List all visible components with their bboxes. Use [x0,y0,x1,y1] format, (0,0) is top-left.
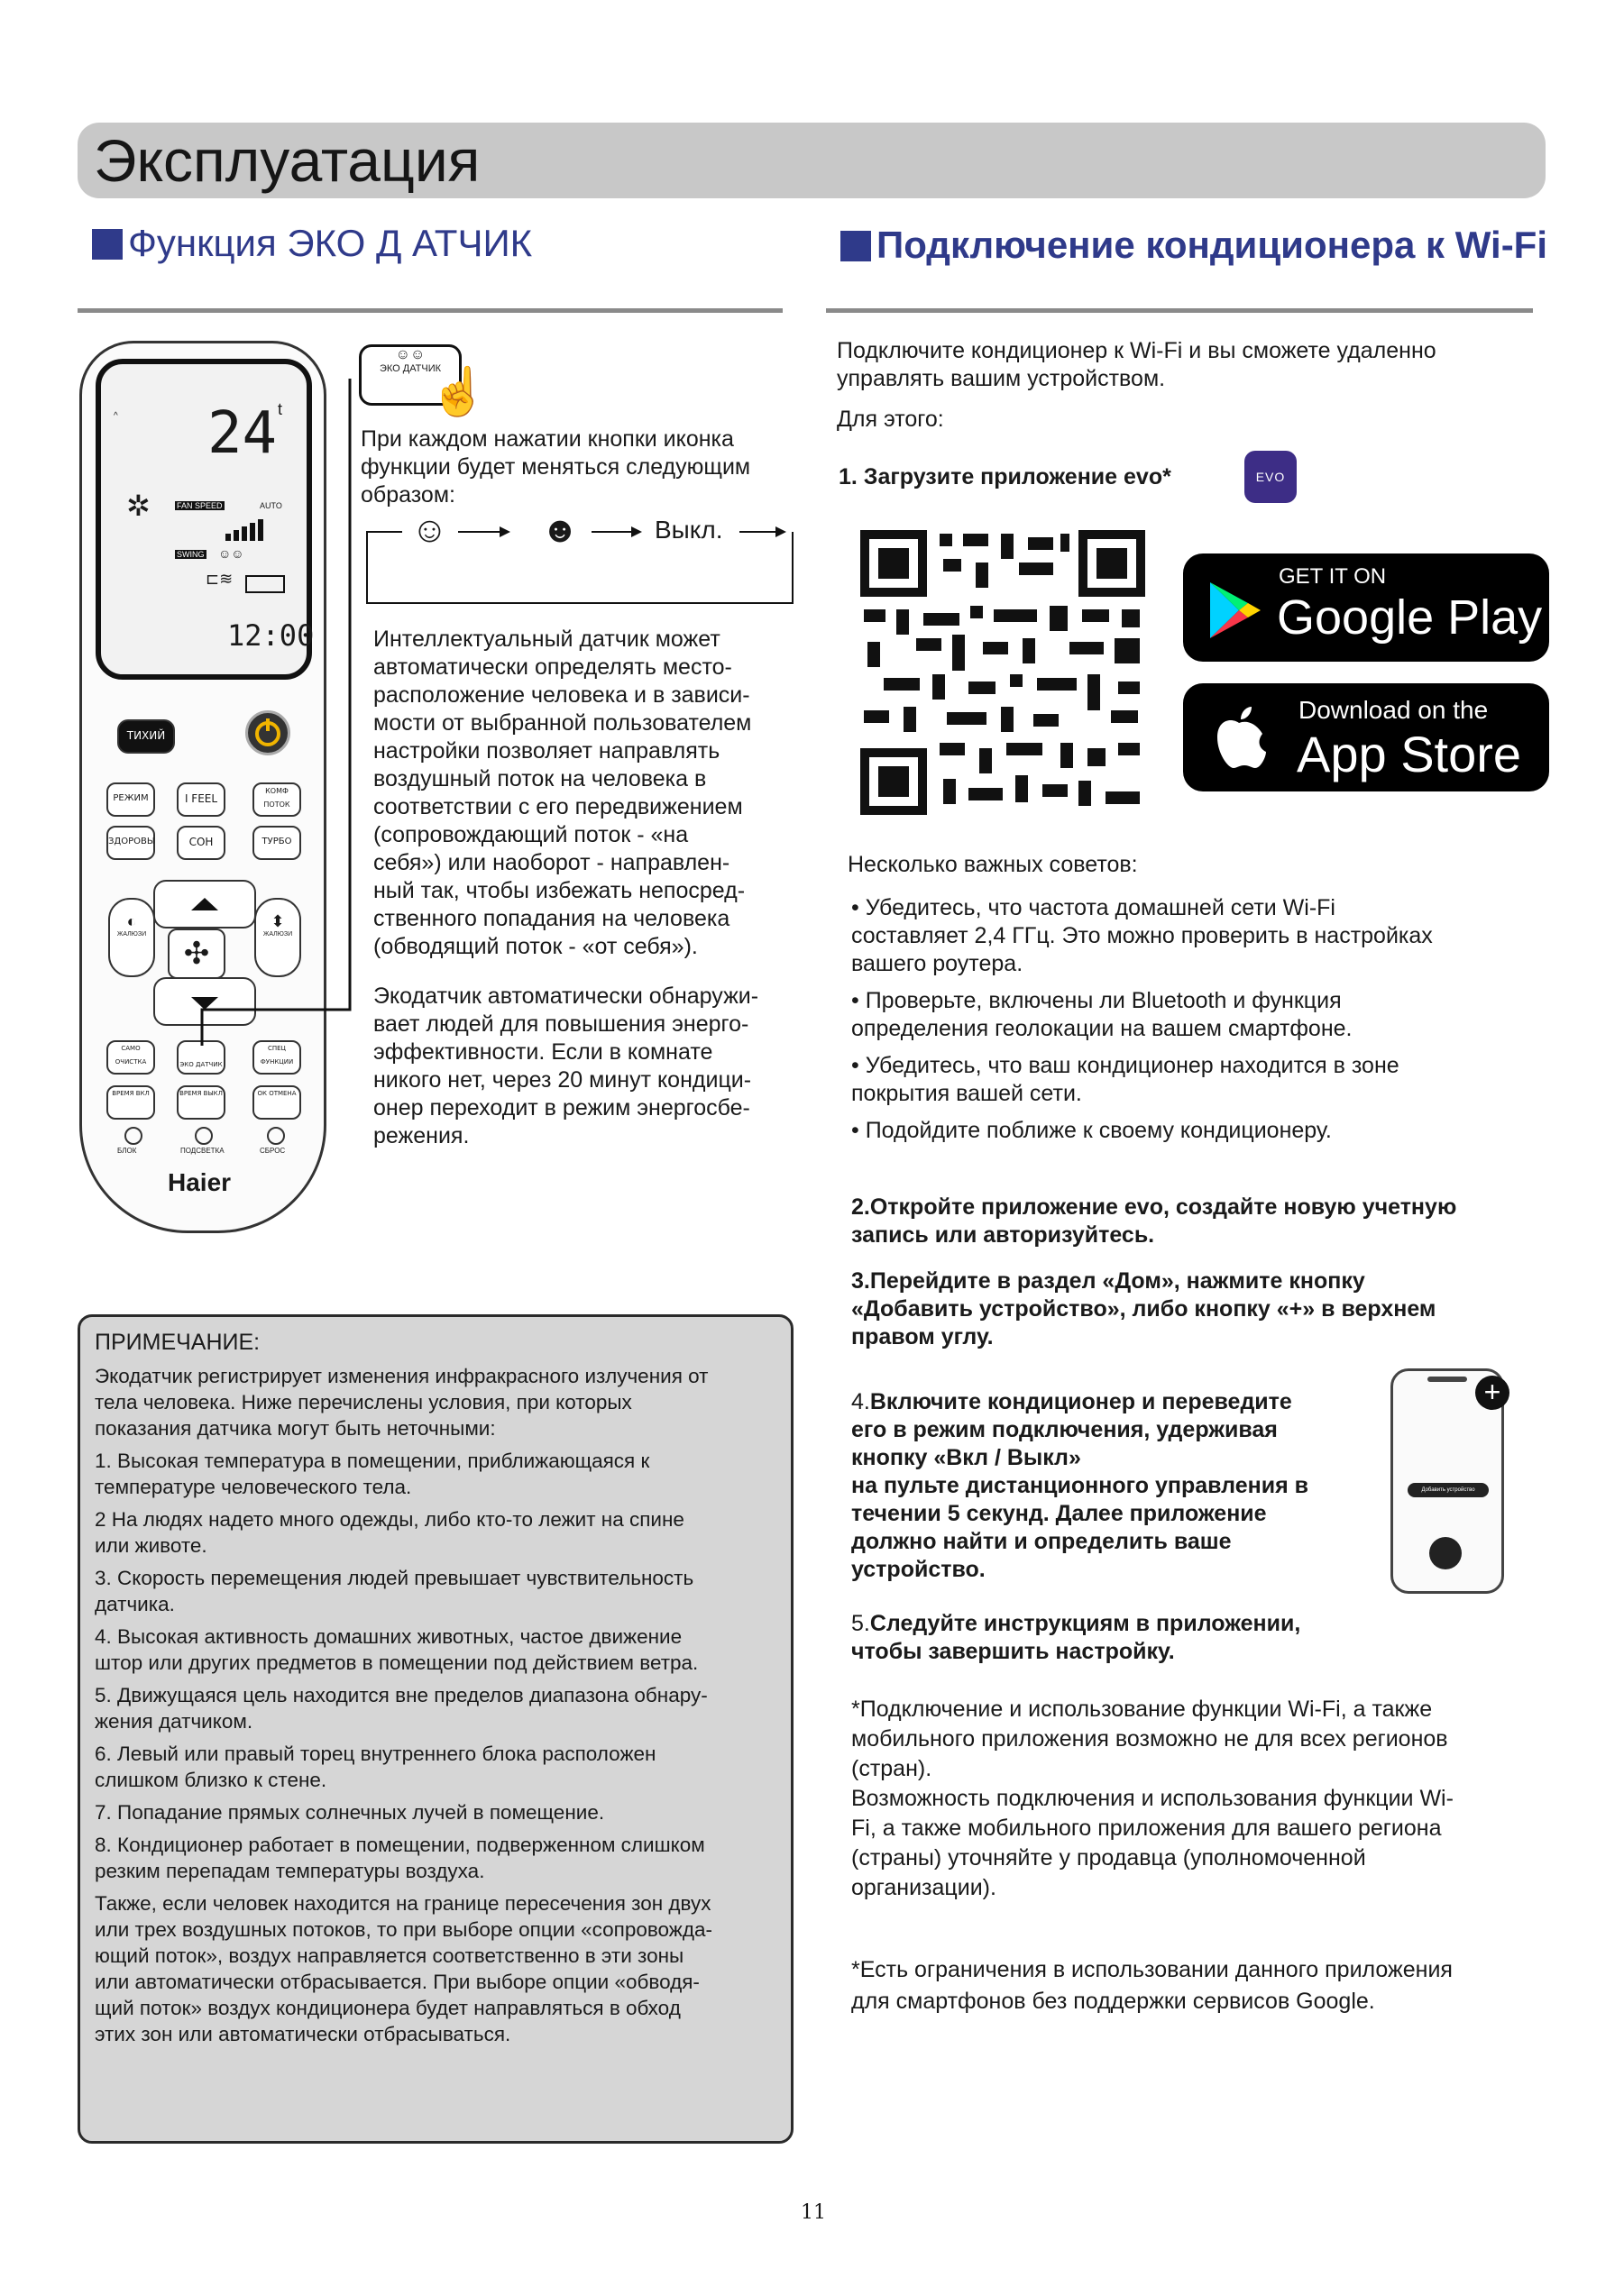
lcd-auto: AUTO [260,501,282,510]
app-store-big: App Store [1297,726,1522,782]
note-title: ПРИМЕЧАНИЕ: [95,1330,261,1355]
eco-person-icon: ☺☺ [218,546,244,561]
wifi-heading: Подключение кондиционера к Wi-Fi [840,224,1547,267]
plus-icon: + [1475,1376,1509,1410]
page-number: 11 [801,2201,826,2224]
ifeel-button[interactable]: I FEEL [177,782,225,817]
finger-press-icon: ☝ [429,366,488,418]
tip-item: • Убедитесь, что ваш кондиционер находится в зоне покрытия вашей сети. [851,1053,1399,1106]
footnote-google: *Есть ограничения в использовании данного приложения для смартфонов без поддержки сервисов Google. [851,1957,1453,2014]
phone-add-device: Добавить устройство [1408,1483,1489,1497]
heading-square-icon [92,229,123,260]
lcd-swing: SWING [177,550,205,559]
google-play-icon [1208,581,1262,640]
callout-line [198,361,361,1055]
avoid-flow-icon: ☻ [541,510,580,550]
page-title-bar [78,123,1546,198]
step3-text: 3.Перейдите в раздел «Дом», нажмите кнопку «Добавить устройство», либо кнопку «+» в верхнем правом углу. [851,1268,1436,1349]
for-this-label: Для этого: [837,407,944,432]
eco-detection-text: Экодатчик автоматически обнаружи- вает людей для повышения энерго- эффективности. Если в комнате никого нет, через 20 минут кондици- онер переходит в режим энергосбе- режения. [373,983,759,1148]
comfort-flow-button[interactable]: КОМФ ПОТОК [252,782,301,817]
step4-text: 4.Включите кондиционер и переведите его в режим подключения, удерживая кнопку «Вкл / Выкл» на пульте дистанционного управления в течении 5 секунд. Далее приложение должно найти и определить ваше устройство. [851,1389,1308,1582]
light-label: ПОДСВЕТКА [180,1147,225,1155]
page-title: Эксплуатация [94,127,481,194]
snowflake-icon: ✲ [126,489,151,522]
time-off-button[interactable]: ВРЕМЯ ВЫКЛ [177,1085,225,1120]
quiet-button[interactable]: ТИХИЙ [117,719,175,754]
ok-cancel-button[interactable]: ОК ОТМЕНА [252,1085,301,1120]
eco-sensor-heading: Функция ЭКО Д АТЧИК [92,222,532,265]
lcd-temperature: 24 [207,400,278,467]
light-pinhole[interactable] [195,1127,213,1145]
reset-pinhole[interactable] [267,1127,285,1145]
phone-power-icon [1429,1537,1462,1569]
note-paragraph: Также, если человек находится на границе пересечения зон двух или трех воздушных потоков, то при выборе опции «сопровожда- ющий поток», воздух направляется соответственно в эти зоны или автоматически отбрасывается. При выборе опции «обводя- щий поток» воздух кондиционера будет направляться в обход этих зон или автоматически отбрасываться. [95,1892,712,2045]
tip-item: • Убедитесь, что частота домашней сети Wi-Fi составляет 2,4 ГГц. Это можно проверить в настройках вашего роутера. [851,895,1433,976]
block-pinhole[interactable] [124,1127,142,1145]
google-play-big: Google Play [1277,590,1543,645]
lcd-caret: ^ [114,411,118,421]
louver-left-button[interactable]: ◐ ЖАЛЮЗИ [108,898,155,977]
note-paragraph: 8. Кондиционер работает в помещении, подверженном слишком резким перепадам температуры воздуха. [95,1834,705,1882]
self-clean-button[interactable]: САМО ОЧИСТКА [106,1040,155,1075]
evo-app-logo[interactable]: EVO [1244,451,1297,503]
left-divider [78,308,783,313]
right-divider [826,308,1533,313]
mode-button[interactable]: РЕЖИМ [106,782,155,817]
note-paragraph: 4. Высокая активность домашних животных, частое движение штор или других предметов в помещении под действием ветра. [95,1625,699,1674]
apple-icon [1212,705,1266,770]
fan-icon: ✣ [183,937,210,971]
follow-flow-icon: ☺ [411,510,448,550]
tip-item: • Подойдите поближе к своему кондиционеру. [851,1118,1332,1143]
app-store-badge[interactable] [1183,683,1549,791]
note-paragraph: 7. Попадание прямых солнечных лучей в помещение. [95,1801,605,1824]
up-down-icon: ⬍ [271,912,285,930]
step5-text: 5.Следуйте инструкциям в приложении, чтобы завершить настройку. [851,1611,1301,1664]
block-label: БЛОК [117,1147,137,1155]
note-paragraph: 1. Высокая температура в помещении, приближающаяся к температуре человеческого тела. [95,1450,650,1498]
intelligent-sensor-text: Интеллектуальный датчик может автоматически определять место- расположение человека и в зависи- мости от выбранной пользователем настройки позволяет направлять воздушный поток на человека в соответствии с его передвижением (сопровождающий поток - «на себя») или наоборот - направлен- ный так, чтобы избежать непосред- ственного попадания на человека (обводящий поток - «от себя»). [373,627,752,959]
footnote-wifi: *Подключение и использование функции Wi-Fi, а также мобильного приложения возможно не для всех регионов (стран). Возможность подключения и использования функции Wi- Fi, а также мобильного приложения для вашего региона (страны) уточняйте у продавца (уполномоченной организации). [851,1697,1454,1900]
eco-person-icon: ☺☺ [395,347,426,362]
brand-logo: Haier [168,1168,232,1196]
cycle-off-label: Выкл. [655,516,723,544]
note-paragraph: 6. Левый или правый торец внутреннего блока расположен слишком близко к стене. [95,1743,656,1791]
google-play-badge[interactable] [1183,553,1549,662]
special-functions-button[interactable]: СПЕЦ ФУНКЦИИ [252,1040,301,1075]
qr-code[interactable] [857,526,1149,819]
sleep-button[interactable]: СОН [177,826,225,860]
reset-label: СБРОС [260,1147,286,1155]
tip-item: • Проверьте, включены ли Bluetooth и функция определения геолокации на вашем смартфоне. [851,988,1353,1041]
note-paragraph: 3. Скорость перемещения людей превышает чувствительность датчика. [95,1567,694,1615]
note-box [78,1314,794,2144]
half-circle-icon: ◐ [126,912,137,930]
time-on-button[interactable]: ВРЕМЯ ВКЛ [106,1085,155,1120]
phone-notch [1427,1377,1467,1382]
step1-text: 1. Загрузите приложение evo* [839,464,1171,489]
health-button[interactable]: ЗДОРОВЫ [106,826,155,860]
heading-square-icon [840,231,871,261]
note-paragraph: 2 На людях надето много одежды, либо кто-то лежит на спине или животе. [95,1508,684,1557]
app-store-small: Download on the [1298,696,1489,724]
lcd-temp-unit: t [278,400,283,418]
note-paragraph: 5. Движущаяся цель находится вне пределов диапазона обнару- жения датчиком. [95,1684,708,1733]
eco-sensor-callout-button: ☺☺ ЭКО ДАТЧИК [359,344,462,406]
press-text: При каждом нажатии кнопки иконка функции будет меняться следующим образом: [361,426,751,508]
tips-list [851,894,1546,1154]
step2-text: 2.Откройте приложение evo, создайте новую учетную запись или авторизуйтесь. [851,1194,1457,1248]
google-play-small: GET IT ON [1279,564,1387,589]
note-paragraph: Экодатчик регистрирует изменения инфракрасного излучения от тела человека. Ниже перечислены условия, при которых показания датчика могут быть неточными: [95,1365,709,1440]
louver-icon: ⊏≋ [206,570,234,588]
eco-sensor-remote-button[interactable]: ЭКО ДАТЧИК [177,1040,225,1075]
wifi-intro: Подключите кондиционер к Wi-Fi и вы сможете удаленно управлять вашим устройством. Для этого: [837,337,1540,434]
louver-right-button[interactable]: ⬍ ЖАЛЮЗИ [254,898,301,977]
tips-title: Несколько важных советов: [848,852,1138,877]
lcd-fan-speed: FAN SPEED [177,501,223,510]
lcd-clock: 12:00 [227,618,315,653]
turbo-button[interactable]: ТУРБО [252,826,301,860]
